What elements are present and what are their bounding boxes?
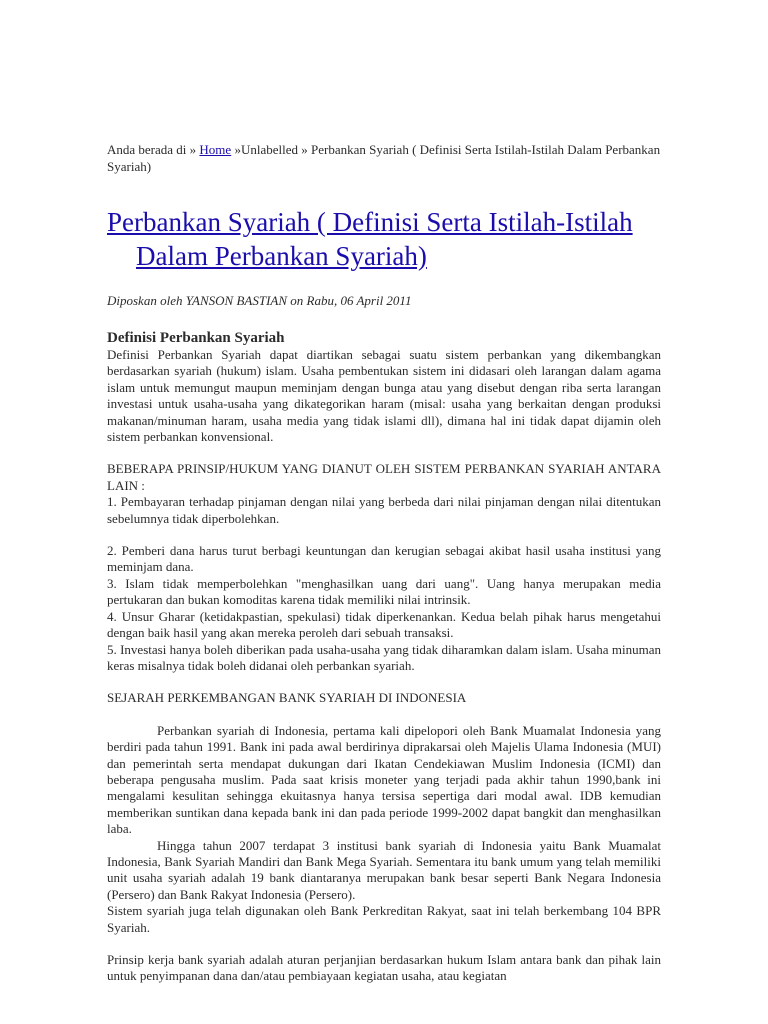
principle-item: 1. Pembayaran terhadap pinjaman dengan nilai yang berbeda dari nilai pinjaman dengan nilai ditentukan sebelumnya tidak diperbolehkan.	[107, 494, 661, 526]
spacer	[107, 445, 661, 461]
definition-heading: Definisi Perbankan Syariah	[107, 330, 285, 346]
spacer	[107, 936, 661, 952]
principle-item: 4. Unsur Gharar (ketidakpastian, spekulasi) tidak diperkenankan. Kedua belah pihak harus mengetahui dengan baik hasil yang akan mereka peroleh dari sebuah transaksi.	[107, 608, 661, 641]
history-paragraph: Perbankan syariah di Indonesia, pertama kali dipelopori oleh Bank Muamalat Indonesia yang berdiri pada tahun 1991. Bank ini pada awal berdirinya diprakarsai oleh Majelis Ulama Indonesia (MUI) dan pemerintah serta mendapat dukungan dari Ikatan Cendekiawan Muslim Indonesia (ICMI) dan beberapa pengusaha muslim. Pada saat krisis moneter yang terjadi pada akhir tahun 1990,bank ini mengalami kesulitan sehingga ekuitasnya hanya tersisa sepertiga dari modal awal. IDB kemudian memberikan suntikan dana kepada bank ini dan pada periode 1999-2002 dapat bangkit dan menghasilkan laba.	[107, 722, 661, 837]
principle-item: 5. Investasi hanya boleh diberikan pada usaha-usaha yang tidak diharamkan dalam islam. Usaha minuman keras misalnya tidak boleh didanai oleh perbankan syariah.	[107, 641, 661, 673]
breadcrumb-home-link[interactable]: Home	[199, 142, 232, 157]
post-content	[107, 141, 661, 985]
post-title	[107, 205, 661, 273]
spacer	[107, 527, 661, 543]
spacer	[107, 674, 661, 690]
principle-item: 3. Islam tidak memperbolehkan "menghasilkan uang dari uang". Uang hanya merupakan media pertukaran dan bukan komoditas karena tidak memiliki nilai intrinsik.	[107, 575, 661, 608]
breadcrumb-prefix: Anda berada di »	[107, 142, 197, 157]
history-paragraph: Hingga tahun 2007 terdapat 3 institusi bank syariah di Indonesia yaitu Bank Muamalat Indonesia, Bank Syariah Mandiri dan Bank Mega Syariah. Sementara itu bank umum yang telah memiliki unit usaha syariah adalah 19 bank diantaranya merupakan bank besar seperti Bank Negara Indonesia (Persero) dan Bank Rakyat Indonesia (Persero).	[107, 837, 661, 902]
closing-paragraph: Prinsip kerja bank syariah adalah aturan perjanjian berdasarkan hukum Islam antara bank dan pihak lain untuk penyimpanan dana dan/atau pembiayaan kegiatan usaha, atau kegiatan	[107, 952, 661, 984]
spacer	[107, 707, 661, 723]
principles-heading: BEBERAPA PRINSIP/HUKUM YANG DIANUT OLEH SISTEM PERBANKAN SYARIAH ANTARA LAIN :	[107, 461, 661, 493]
history-paragraph: Sistem syariah juga telah digunakan oleh Bank Perkreditan Rakyat, saat ini telah berkembang 104 BPR Syariah.	[107, 903, 661, 935]
post-byline: Diposkan oleh YANSON BASTIAN on Rabu, 06 April 2011	[107, 293, 412, 308]
breadcrumb-rest: »Unlabelled » Perbankan Syariah ( Definisi Serta Istilah-Istilah Dalam Perbankan Syariah)	[107, 142, 661, 174]
definition-text: Definisi Perbankan Syariah dapat diartikan sebagai suatu sistem perbankan yang dikembangkan berdasarkan syariah (hukum) islam. Usaha pembentukan sistem ini didasari oleh larangan dalam agama islam untuk memungut maupun meminjam dengan bunga atau yang disebut dengan riba serta larangan investasi untuk usaha-usaha yang dikategorikan haram (misal: usaha yang berkaitan dengan produksi makanan/minuman haram, usaha media yang tidak islami dll), dimana hal ini tidak dapat dijamin oleh sistem perbankan konvensional.	[107, 347, 661, 445]
principle-item: 2. Pemberi dana harus turut berbagi keuntungan dan kerugian sebagai akibat hasil usaha institusi yang meminjam dana.	[107, 543, 661, 575]
history-heading: SEJARAH PERKEMBANGAN BANK SYARIAH DI INDONESIA	[107, 690, 467, 706]
breadcrumb	[107, 141, 661, 175]
post-title-link[interactable]: Perbankan Syariah ( Definisi Serta Istilah-Istilah Dalam Perbankan Syariah)	[107, 207, 633, 271]
